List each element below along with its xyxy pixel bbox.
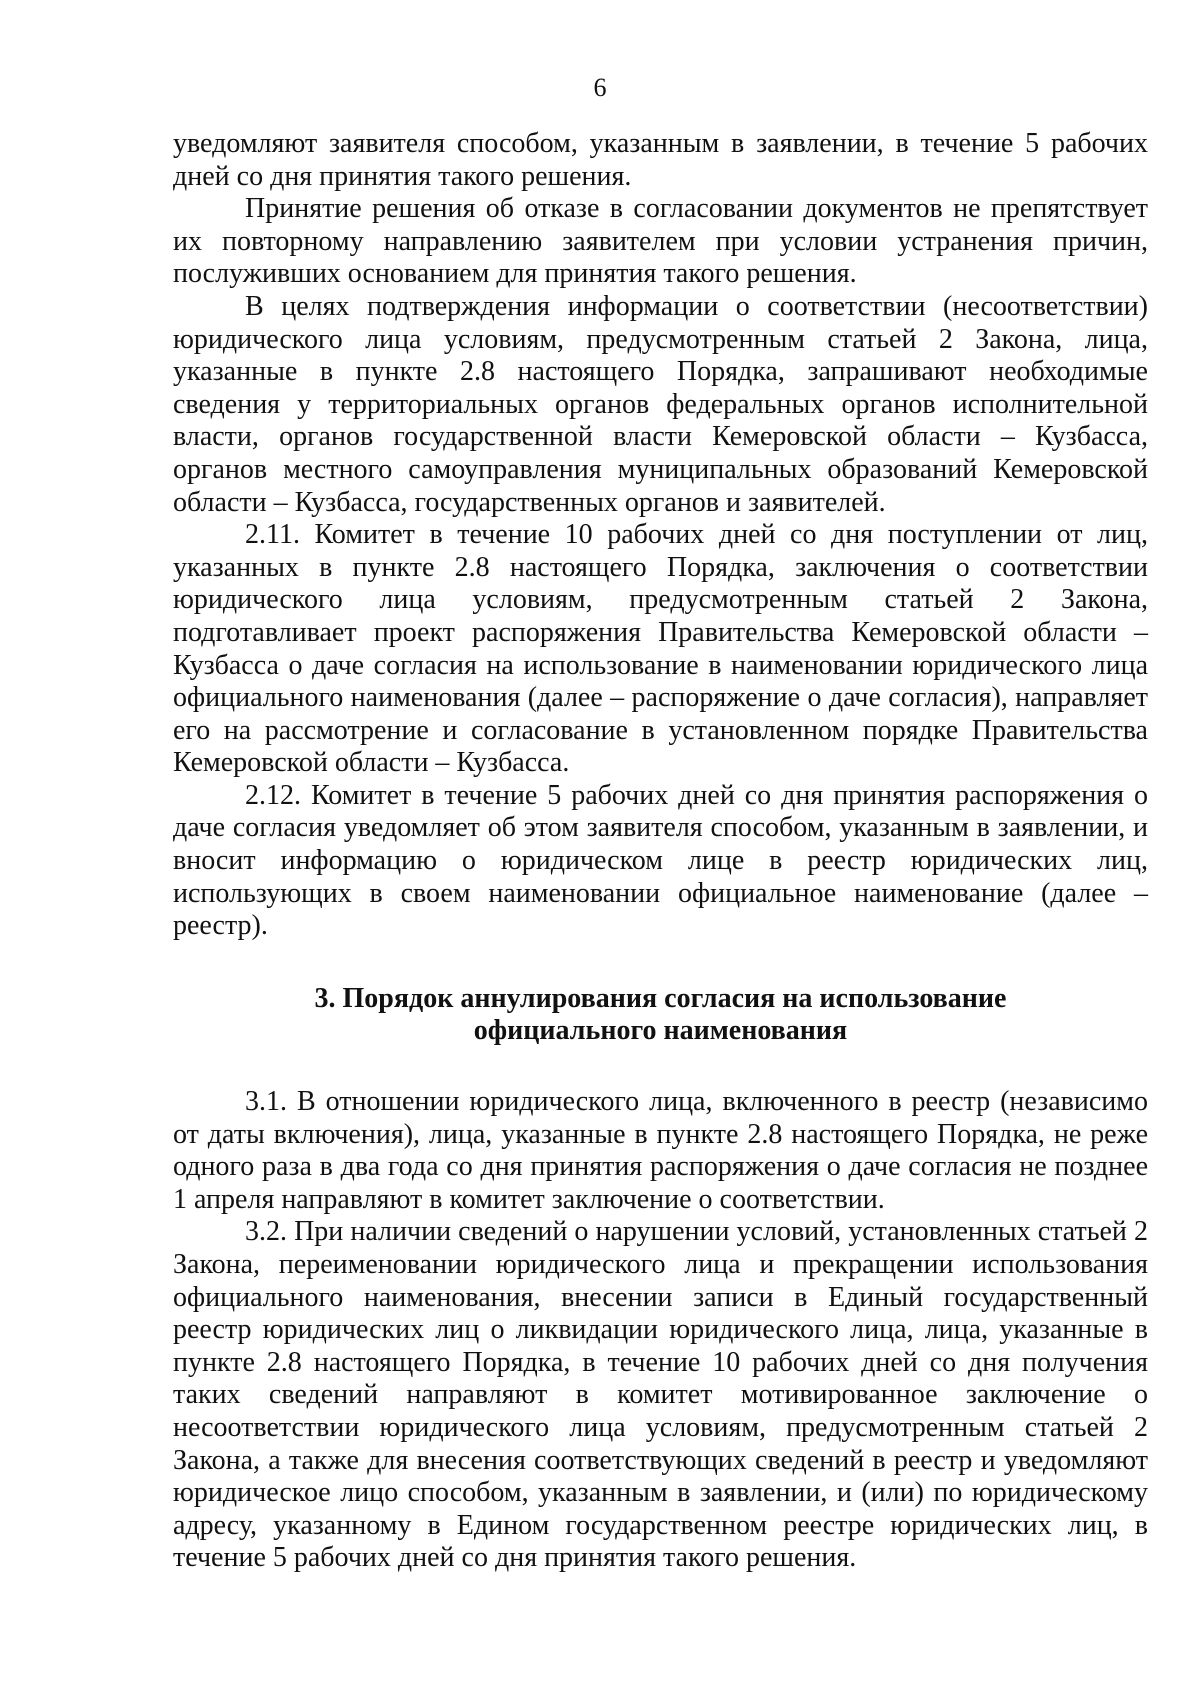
section-heading-line-1: 3. Порядок аннулирования согласия на использование (314, 982, 1007, 1014)
paragraph-2-12: 2.12. Комитет в течение 5 рабочих дней со дня принятия распоряжения о даче согласия уведомляет об этом заявителя способом, указанным в заявлении, и вносит информацию о юридическом лице в реестр юридических лиц, использующих в своем наименовании официальное наименование (далее – реестр). (173, 779, 1148, 942)
paragraph-3-1: 3.1. В отношении юридического лица, включенного в реестр (независимо от даты включения), лица, указанные в пункте 2.8 настоящего Порядка, не реже одного раза в два года со дня принятия распоряжения о даче согласия не позднее 1 апреля направляют в комитет заключение о соответствии. (173, 1086, 1148, 1215)
paragraph-2-11: 2.11. Комитет в течение 10 рабочих дней со дня поступлении от лиц, указанных в пункте 2.8 настоящего Порядка, заключения о соответствии юридического лица условиям, предусмотренным статьей 2 Закона, подготавливает проект распоряжения Правительства Кемеровской области – Кузбасса о даче согласия на использование в наименовании юридического лица официального наименования (далее – распоряжение о даче согласия), направляет его на рассмотрение и согласование в установленном порядке Правительства Кемеровской области – Кузбасса. (173, 519, 1148, 779)
section-heading-line-2: официального наименования (473, 1015, 848, 1047)
document-body (173, 128, 1148, 1575)
paragraph: Принятие решения об отказе в согласовании документов не препятствует их повторному направлению заявителем при условии устранения причин, послуживших основанием для принятия такого решения. (173, 193, 1148, 290)
paragraph: В целях подтверждения информации о соответствии (несоответствии) юридического лица условиям, предусмотренным статьей 2 Закона, лица, указанные в пункте 2.8 настоящего Порядка, запрашивают необходимые сведения у территориальных органов федеральных органов исполнительной власти, органов государственной власти Кемеровской области – Кузбасса, органов местного самоуправления муниципальных образований Кемеровской области – Кузбасса, государственных органов и заявителей. (173, 290, 1148, 518)
paragraph: уведомляют заявителя способом, указанным в заявлении, в течение 5 рабочих дней со дня принятия такого решения. (173, 128, 1148, 192)
page-number: 6 (593, 73, 607, 102)
section-heading (173, 983, 1148, 1048)
paragraph-3-2: 3.2. При наличии сведений о нарушении условий, установленных статьей 2 Закона, переименовании юридического лица и прекращении использования официального наименования, внесении записи в Единый государственный реестр юридических лиц о ликвидации юридического лица, лица, указанные в пункте 2.8 настоящего Порядка, в течение 10 рабочих дней со дня получения таких сведений направляют в комитет мотивированное заключение о несоответствии юридического лица условиям, предусмотренным статьей 2 Закона, а также для внесения соответствующих сведений в реестр и уведомляют юридическое лицо способом, указанным в заявлении, и (или) по юридическому адресу, указанному в Едином государственном реестре юридических лиц, в течение 5 рабочих дней со дня принятия такого решения. (173, 1216, 1148, 1574)
